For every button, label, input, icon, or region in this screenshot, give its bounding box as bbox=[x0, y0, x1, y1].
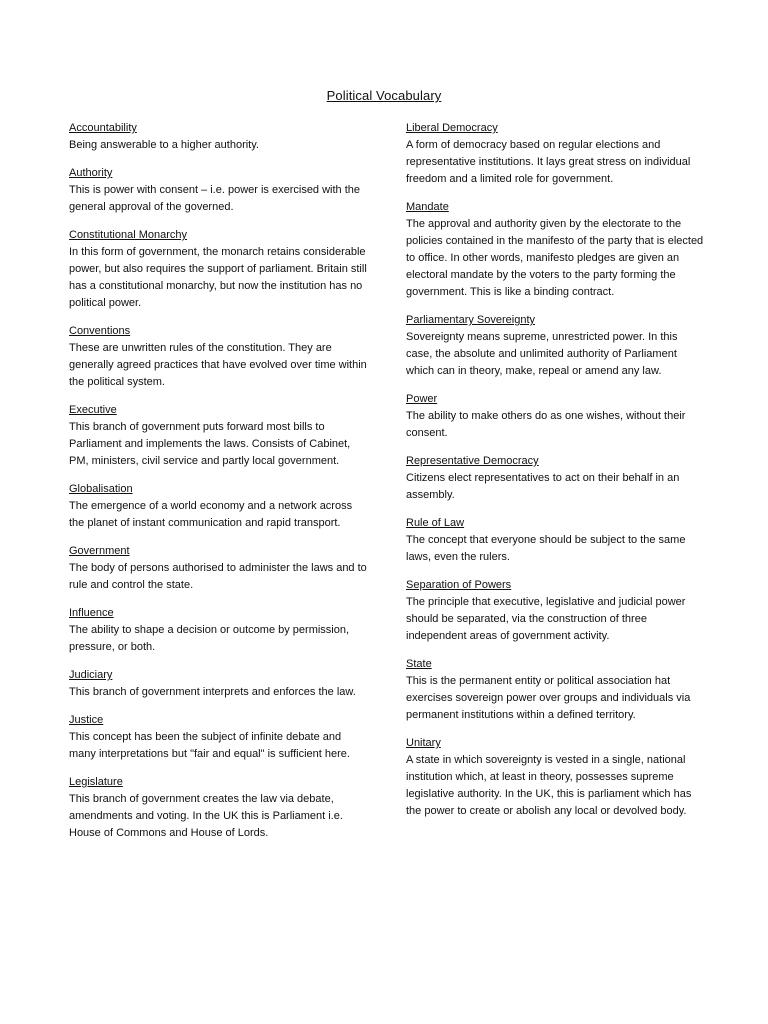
vocab-definition: The emergence of a world economy and a network across the planet of instant communication and rapid transport. bbox=[69, 500, 353, 529]
left-column bbox=[69, 120, 367, 853]
vocab-definition: This branch of government puts forward most bills to Parliament and implements the laws. Consists of Cabinet, PM, ministers, civil service and partly local government. bbox=[69, 421, 351, 467]
vocab-term: Influence bbox=[69, 607, 114, 619]
vocab-definition: This is the permanent entity or political association hat exercises sovereign power over groups and individuals via permanent institutions within a defined territory. bbox=[406, 675, 691, 721]
vocab-definition: This is power with consent – i.e. power is exercised with the general approval of the governed. bbox=[69, 184, 361, 213]
vocab-entry bbox=[406, 312, 704, 380]
vocab-definition: This branch of government interprets and enforces the law. bbox=[69, 686, 356, 698]
vocab-entry bbox=[69, 323, 367, 391]
vocab-entry bbox=[69, 605, 367, 656]
vocab-definition: Being answerable to a higher authority. bbox=[69, 139, 259, 151]
vocab-entry bbox=[406, 199, 704, 301]
vocab-entry bbox=[69, 481, 367, 532]
vocab-entry bbox=[69, 774, 367, 842]
vocab-term: Liberal Democracy bbox=[406, 122, 498, 134]
vocab-entry bbox=[69, 667, 367, 701]
vocab-definition: The body of persons authorised to administer the laws and to rule and control the state. bbox=[69, 562, 367, 591]
vocab-definition: This concept has been the subject of infinite debate and many interpretations but "fair and equal" is sufficient here. bbox=[69, 731, 350, 760]
vocab-term: Accountability bbox=[69, 122, 137, 134]
vocab-term: Constitutional Monarchy bbox=[69, 229, 188, 241]
right-column bbox=[406, 120, 704, 831]
vocab-entry bbox=[406, 515, 704, 566]
vocab-term: Power bbox=[406, 393, 438, 405]
vocab-term: Rule of Law bbox=[406, 517, 465, 529]
vocab-term: Unitary bbox=[406, 737, 441, 749]
vocab-term: Government bbox=[69, 545, 130, 557]
vocab-definition: Sovereignty means supreme, unrestricted power. In this case, the absolute and unlimited authority of Parliament which can in theory, make, repeal or amend any law. bbox=[406, 331, 678, 377]
vocab-entry bbox=[406, 656, 704, 724]
vocab-term: Globalisation bbox=[69, 483, 133, 495]
vocab-entry bbox=[406, 735, 704, 820]
vocab-term: Legislature bbox=[69, 776, 123, 788]
vocab-definition: The ability to shape a decision or outcome by permission, pressure, or both. bbox=[69, 624, 350, 653]
vocab-term: Separation of Powers bbox=[406, 579, 512, 591]
vocab-entry bbox=[69, 402, 367, 470]
vocab-definition: Citizens elect representatives to act on their behalf in an assembly. bbox=[406, 472, 680, 501]
vocab-definition: The concept that everyone should be subject to the same laws, even the rulers. bbox=[406, 534, 686, 563]
vocab-entry bbox=[406, 577, 704, 645]
vocab-definition: These are unwritten rules of the constitution. They are generally agreed practices that have evolved over time within the political system. bbox=[69, 342, 367, 388]
vocab-entry bbox=[406, 391, 704, 442]
vocab-definition: In this form of government, the monarch retains considerable power, but also requires the support of parliament. Britain still has a constitutional monarchy, but now the institution has no political power. bbox=[69, 246, 367, 309]
vocab-definition: The approval and authority given by the electorate to the policies contained in the manifesto of the party that is elected to office. In other words, manifesto pledges are given an electoral mandate by the voters to the party forming the government. This is like a binding contract. bbox=[406, 218, 704, 298]
vocab-term: Mandate bbox=[406, 201, 449, 213]
vocab-term: Authority bbox=[69, 167, 113, 179]
vocab-definition: This branch of government creates the law via debate, amendments and voting. In the UK this is Parliament i.e. House of Commons and House of Lords. bbox=[69, 793, 343, 839]
vocab-entry bbox=[69, 165, 367, 216]
vocab-definition: The principle that executive, legislative and judicial power should be separated, via the construction of three independent areas of government activity. bbox=[406, 596, 686, 642]
vocab-definition: A form of democracy based on regular elections and representative institutions. It lays great stress on individual freedom and a limited role for government. bbox=[406, 139, 691, 185]
vocab-entry bbox=[69, 712, 367, 763]
vocab-term: Judiciary bbox=[69, 669, 113, 681]
vocab-entry bbox=[69, 120, 367, 154]
vocab-term: Representative Democracy bbox=[406, 455, 539, 467]
vocab-definition: A state in which sovereignty is vested in a single, national institution which, at least in theory, possesses supreme legislative authority. In the UK, this is parliament which has the power to create or abolish any local or devolved body. bbox=[406, 754, 692, 817]
vocab-entry bbox=[69, 227, 367, 312]
vocab-entry bbox=[69, 543, 367, 594]
vocab-entry bbox=[406, 120, 704, 188]
page-title: Political Vocabulary bbox=[326, 88, 442, 103]
vocab-term: Parliamentary Sovereignty bbox=[406, 314, 536, 326]
vocab-term: State bbox=[406, 658, 432, 670]
vocab-entry bbox=[406, 453, 704, 504]
vocab-definition: The ability to make others do as one wishes, without their consent. bbox=[406, 410, 686, 439]
vocab-term: Conventions bbox=[69, 325, 131, 337]
vocab-term: Justice bbox=[69, 714, 104, 726]
vocab-term: Executive bbox=[69, 404, 117, 416]
